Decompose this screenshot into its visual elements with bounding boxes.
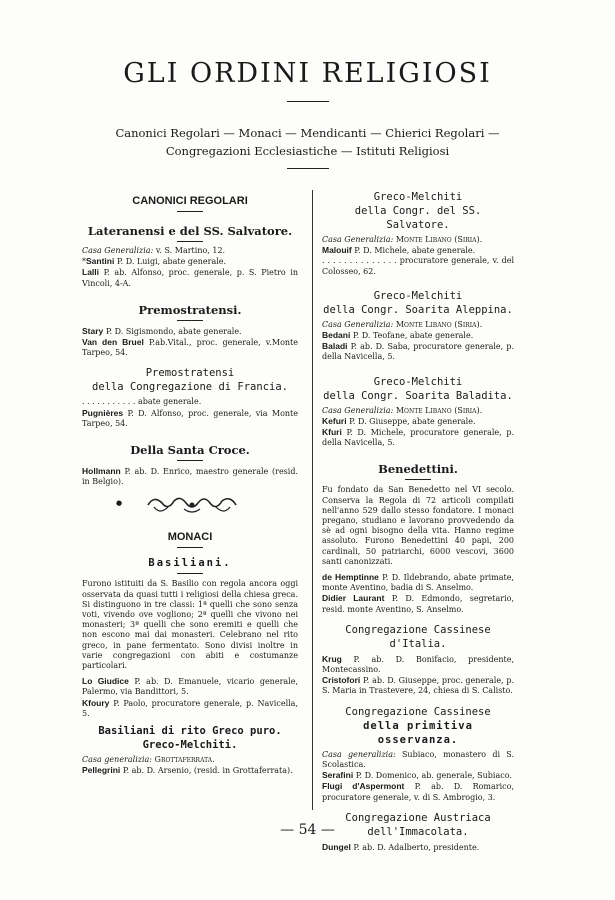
entry: Serafini P. D. Domenico, ab. generale, Subiaco. <box>322 770 512 781</box>
heading-rule <box>177 573 203 574</box>
entry: Kfuri P. D. Michele, procuratore generale, p. della Navicella, 5. <box>322 427 514 448</box>
order-heading: Premostratensi <box>145 367 235 380</box>
order-heading: della primitiva osservanza. <box>363 719 473 746</box>
order-heading: della Congr. Soarita Aleppina. <box>323 303 513 316</box>
entry: Pugnières P. D. Alfonso, proc. generale, via Monte Tarpeo, 54. <box>82 407 298 428</box>
entry: . . . . . . . . . . . abate generale. <box>82 397 202 407</box>
order-heading: Basiliani di rito Greco puro. <box>98 725 282 738</box>
order-heading: dell'Immacolata. <box>367 825 469 838</box>
entry: Didier Laurant P. D. Edmondo, segretario, resid. monte Aventino, S. Anselmo. <box>322 593 514 614</box>
casa-generalizia: Casa generalizia: Grottaferrata. <box>82 755 215 765</box>
order-heading: Basiliani. <box>148 557 232 570</box>
order-description: Furono istituiti da S. Basilio con regola ancora oggi osservata da quasi tutti i religiosi della chiesa greca. Si distinguono in tre classi: 1ª quelli che sono senza voti, vivendo ove vogliono; 2ª quelli che vivono nei monasteri; 3ª quelli che sono eremiti e quelli che non escono mai dai monasteri. Celebrano nel rito greco, in pane fermentato. Sono divisi inoltre in varie congregazioni con abiti e costumanze particolari. <box>82 579 298 671</box>
casa-generalizia: Casa Generalizia: v. S. Martino, 12. <box>82 246 226 255</box>
order-heading: Greco-Melchiti <box>373 191 463 203</box>
order-heading: Greco-Melchiti <box>373 289 463 302</box>
entry: Lalli P. ab. Alfonso, proc. generale, p. S. Pietro in Vincoli, 4-A. <box>82 267 298 288</box>
subtitle-rule <box>287 168 329 169</box>
section-heading: CANONICI REGOLARI <box>132 195 248 207</box>
subtitle-line-1: Canonici Regolari — Monaci — Mendicanti — Chierici Regolari — <box>115 126 500 140</box>
entry: Lo Giudice P. ab. D. Emanuele, vicario generale, Palermo, via Bandittori, 5. <box>82 676 299 697</box>
heading-rule <box>405 479 431 480</box>
entry: Malouif P. D. Michele, abate generale. <box>322 245 476 256</box>
order-heading: Congregazione Austriaca <box>345 811 491 824</box>
left-column <box>82 190 298 776</box>
entry: Krug P. ab. D. Bonifacio, presidente, Montecassino. <box>322 653 514 675</box>
section-rule <box>177 211 203 212</box>
entry: Flugi d'Aspermont P. ab. D. Romarico, procuratore generale, v. di S. Ambrogio, 3. <box>322 781 514 802</box>
page-number: — 54 — <box>280 822 335 838</box>
order-heading: Premostratensi. <box>138 302 242 317</box>
order-heading: Benedettini. <box>378 462 458 477</box>
entry: Cristofori P. ab. D. Giuseppe, proc. generale, p. S. Maria in Trastevere, 24, chiesa di S. Calisto. <box>322 675 515 696</box>
order-heading: Lateranensi e del SS. Salvatore. <box>87 224 293 238</box>
order-heading: della Congr. Soarita Baladita. <box>323 389 513 402</box>
bullet-icon: ● <box>116 499 123 508</box>
ornament <box>82 493 298 519</box>
entry: Kfoury P. Paolo, procuratore generale, p. Navicella, 5. <box>82 697 298 718</box>
order-heading: Congregazione Cassinese d'Italia. <box>345 623 491 650</box>
entry: *Santini P. D. Luigi, abate generale. <box>82 256 227 267</box>
entry: de Hemptinne P. D. Ildebrando, abate primate, monte Aventino, badia di S. Anselmo. <box>322 572 514 593</box>
right-column <box>322 190 514 853</box>
column-divider <box>312 190 313 810</box>
entry: Baladi P. ab. D. Saba, procuratore generale, p. della Navicella, 5. <box>322 341 514 362</box>
section-heading: MONACI <box>167 531 213 544</box>
page-title: GLI ORDINI RELIGIOSI <box>123 58 492 89</box>
scroll-ornament-icon <box>144 493 240 517</box>
entry: Kefuri P. D. Giuseppe, abate generale. <box>322 415 476 426</box>
casa-generalizia: Casa Generalizia: Monte Libano (Siria). <box>322 235 483 244</box>
title-rule <box>287 101 329 102</box>
casa-generalizia: Casa Generalizia: Monte Libano (Siria). <box>322 319 483 329</box>
entry: Dungel P. ab. D. Adalberto, presidente. <box>322 841 480 852</box>
heading-rule <box>177 320 203 321</box>
casa-generalizia: Casa generalizia: Subiaco, monastero di S. Scolastica. <box>322 749 514 769</box>
order-description: Fu fondato da San Benedetto nel VI secolo. Conserva la Regola di 72 articoli compilati nell'anno 529 dallo stesso fondatore. I monaci pregano, studiano e lavorano provvedendo da sè ad ogni bisogno della vita. Hanno regime assoluto. Furono Benedettini 40 papi, 200 cardinali, 50 patriarchi, 6000 vescovi, 3600 santi canonizzati. <box>322 485 514 566</box>
order-heading: della Congr. del SS. Salvatore. <box>354 205 482 231</box>
entry: Bedani P. D. Teofane, abate generale. <box>322 330 474 341</box>
entry: Stary P. D. Sigismondo, abate generale. <box>82 325 242 336</box>
section-rule <box>177 547 203 548</box>
order-heading: Della Santa Croce. <box>130 443 250 458</box>
heading-rule <box>177 241 203 242</box>
entry: Pellegrini P. ab. D. Arsenio, (resid. in Grottaferrata). <box>82 765 293 776</box>
order-heading: Greco-Melchiti. <box>142 739 238 752</box>
order-heading: della Congregazione di Francia. <box>92 381 288 394</box>
order-heading: Greco-Melchiti <box>373 375 463 388</box>
order-heading: Congregazione Cassinese <box>345 705 491 718</box>
entry: Van den Bruel P.ab.Vital., proc. generale, v.Monte Tarpeo, 54. <box>82 337 298 358</box>
entry: Hollmann P. ab. D. Enrico, maestro generale (resid. in Belgio). <box>82 466 299 487</box>
entry: . . . . . . . . . . . . . . procuratore generale, v. del Colosseo, 62. <box>322 256 514 276</box>
casa-generalizia: Casa Generalizia: Monte Libano (Siria). <box>322 405 483 415</box>
subtitle-line-2: Congregazioni Ecclesiastiche — Istituti Religiosi <box>165 144 450 158</box>
heading-rule <box>177 460 203 461</box>
